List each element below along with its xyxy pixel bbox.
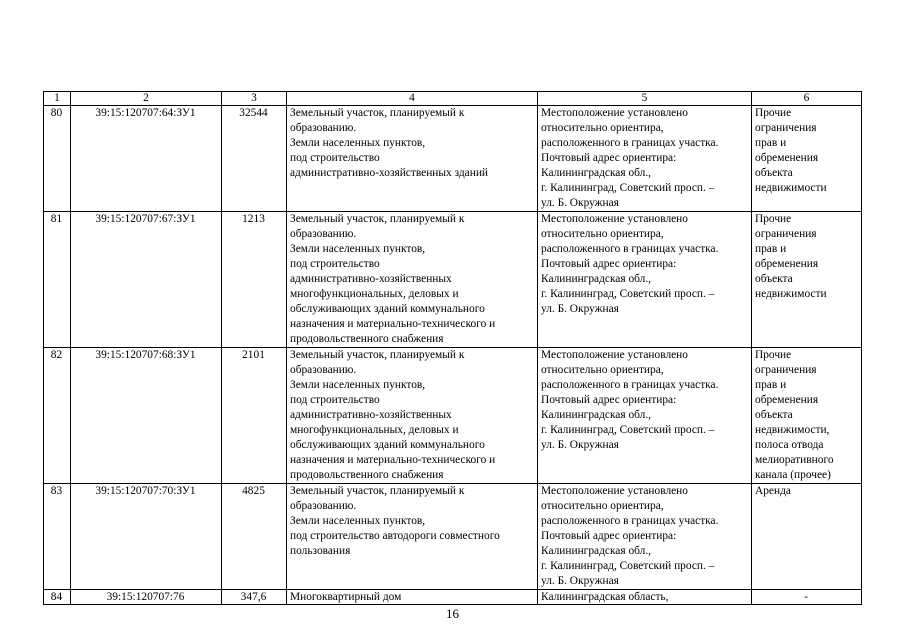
cadastral-number: 39:15:120707:76	[71, 590, 222, 605]
column-header-6: 6	[752, 92, 862, 106]
column-header-5: 5	[538, 92, 752, 106]
cadastral-number: 39:15:120707:64:ЗУ1	[71, 106, 222, 212]
row-number: 84	[44, 590, 71, 605]
row-number: 82	[44, 348, 71, 484]
row-number: 80	[44, 106, 71, 212]
area-value: 4825	[222, 484, 287, 590]
cadastral-number: 39:15:120707:68:ЗУ1	[71, 348, 222, 484]
plot-restriction: Прочие ограничения прав и обременения объекта недвижимости, полоса отвода мелиоративного канала (прочее)	[752, 348, 862, 484]
row-number: 81	[44, 212, 71, 348]
column-header-1: 1	[44, 92, 71, 106]
plot-description: Земельный участок, планируемый к образованию. Земли населенных пунктов, под строительство административно-хозяйственных многофункциональных, деловых и обслуживающих зданий коммунального назначения и материально-технического и продовольственного снабжения	[287, 348, 538, 484]
plot-location: Местоположение установлено относительно ориентира, расположенного в границах участка. Почтовый адрес ориентира: Калининградская обл., г. Калининград, Советский просп. – ул. Б. Окружная	[538, 106, 752, 212]
table-row	[44, 348, 862, 484]
plot-description: Земельный участок, планируемый к образованию. Земли населенных пунктов, под строительство автодороги совместного пользования	[287, 484, 538, 590]
plot-restriction: Прочие ограничения прав и обременения объекта недвижимости	[752, 106, 862, 212]
table-row	[44, 484, 862, 590]
table-row	[44, 590, 862, 605]
table-row	[44, 106, 862, 212]
land-plots-table	[43, 91, 862, 605]
column-header-4: 4	[287, 92, 538, 106]
cadastral-number: 39:15:120707:67:ЗУ1	[71, 212, 222, 348]
plot-location: Местоположение установлено относительно ориентира, расположенного в границах участка. Почтовый адрес ориентира: Калининградская обл., г. Калининград, Советский просп. – ул. Б. Окружная	[538, 212, 752, 348]
plot-description: Земельный участок, планируемый к образованию. Земли населенных пунктов, под строительство административно-хозяйственных многофункциональных, деловых и обслуживающих зданий коммунального назначения и материально-технического и продовольственного снабжения	[287, 212, 538, 348]
row-number: 83	[44, 484, 71, 590]
area-value: 1213	[222, 212, 287, 348]
column-number-row	[44, 92, 862, 106]
plot-location: Местоположение установлено относительно ориентира, расположенного в границах участка. Почтовый адрес ориентира: Калининградская обл., г. Калининград, Советский просп. – ул. Б. Окружная	[538, 484, 752, 590]
plot-restriction: Прочие ограничения прав и обременения объекта недвижимости	[752, 212, 862, 348]
area-value: 347,6	[222, 590, 287, 605]
plot-location: Местоположение установлено относительно ориентира, расположенного в границах участка. Почтовый адрес ориентира: Калининградская обл., г. Калининград, Советский просп. – ул. Б. Окружная	[538, 348, 752, 484]
area-value: 2101	[222, 348, 287, 484]
table-row	[44, 212, 862, 348]
plot-restriction: Аренда	[752, 484, 862, 590]
plot-description: Многоквартирный дом	[287, 590, 538, 605]
column-header-2: 2	[71, 92, 222, 106]
plot-restriction: -	[752, 590, 862, 605]
cadastral-number: 39:15:120707:70:ЗУ1	[71, 484, 222, 590]
area-value: 32544	[222, 106, 287, 212]
plot-location: Калининградская область,	[538, 590, 752, 605]
page-number: 16	[446, 606, 459, 621]
plot-description: Земельный участок, планируемый к образованию. Земли населенных пунктов, под строительство административно-хозяйственных зданий	[287, 106, 538, 212]
column-header-3: 3	[222, 92, 287, 106]
